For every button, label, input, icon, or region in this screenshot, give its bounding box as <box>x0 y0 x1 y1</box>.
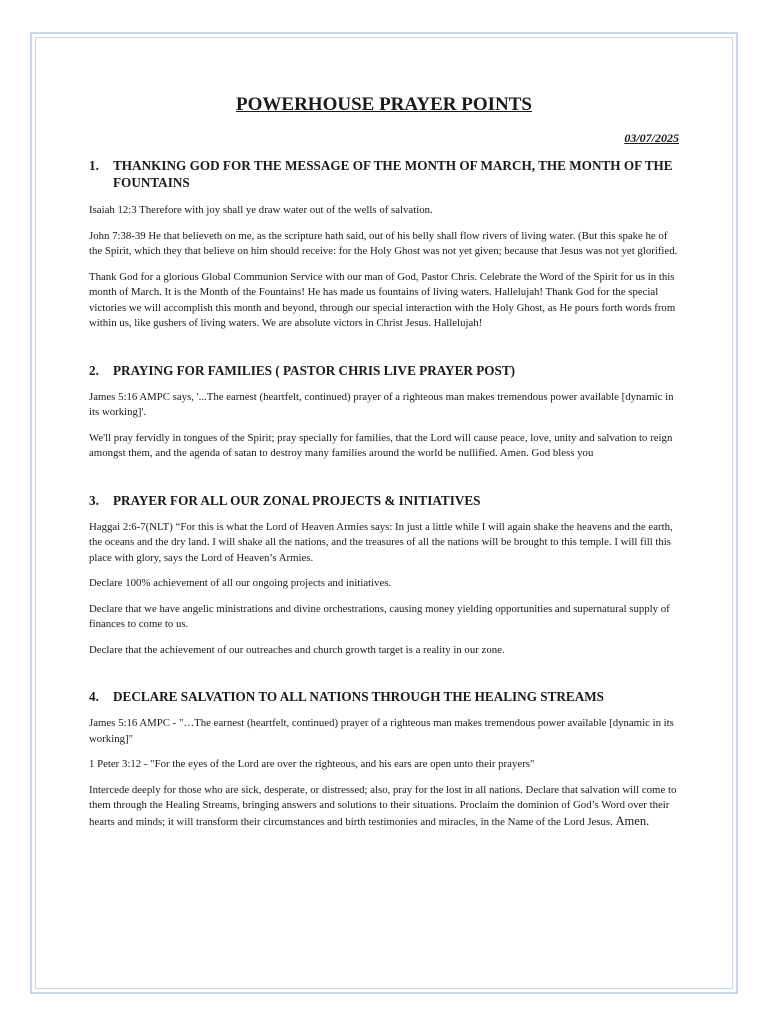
section-4-paragraph: James 5:16 AMPC - "…The earnest (heartfelt, continued) prayer of a righteous man makes tremendous power available [dynamic in its working]" <box>89 717 674 745</box>
section-1-paragraph: Thank God for a glorious Global Communion Service with our man of God, Pastor Chris. Celebrate the Word of the Spirit for us in this month of March. It is the Month of the Fountains! He has made us fountains of living waters. Hallelujah! Thank God for the special victories we will accomplish this month and beyond, through our special interaction with the Holy Ghost, as He pours forth words from within us, like gushers of living waters. We are absolute victors in Christ Jesus. Hallelujah! <box>89 270 676 329</box>
section-3-number: 3. <box>89 492 99 508</box>
section-3-paragraph: Haggai 2:6-7(NLT) “For this is what the Lord of Heaven Armies says: In just a little while I will again shake the heavens and the earth, the oceans and the dry land. I will shake all the nations, and the treasures of all the nations will be brought to this temple. I will fill this place with glory, says the Lord of Heaven’s Armies. <box>89 520 673 564</box>
section-4-heading <box>89 688 679 705</box>
section-1-heading <box>89 157 679 191</box>
section-3-paragraph: Declare 100% achievement of all our ongoing projects and initiatives. <box>89 577 392 589</box>
section-4-paragraph-text: Intercede deeply for those who are sick, desperate, or distressed; also, pray for the lost in all nations. Declare that salvation will come to them through the Healing Streams, bringing answers and solutions to their situations. Proclaim the dominion of God’s Word over their hearts and minds; it will transform their circumstances and birth testimonies and miracles, in the Name of the Lord Jesus. <box>89 783 677 828</box>
closing-amen: Amen. <box>615 813 650 828</box>
section-2-paragraph: We'll pray fervidly in tongues of the Spirit; pray specially for families, that the Lord will cause peace, love, unity and salvation to reign amongst them, and the agenda of satan to destroy many families around the world be nullified. Amen. God bless you <box>89 431 673 459</box>
document-title: POWERHOUSE PRAYER POINTS <box>236 94 532 115</box>
section-4-paragraph: 1 Peter 3:12 - "For the eyes of the Lord are over the righteous, and his ears are open unto their prayers" <box>89 758 535 770</box>
section-4-number: 4. <box>89 689 99 704</box>
section-3-paragraph: Declare that the achievement of our outreaches and church growth target is a reality in our zone. <box>89 643 505 656</box>
section-2-paragraph: James 5:16 AMPC says, '...The earnest (heartfelt, continued) prayer of a righteous man makes tremendous power available [dynamic in its working]'. <box>89 390 674 418</box>
section-3-title: PRAYER FOR ALL OUR ZONAL PROJECTS & INITIATIVES <box>113 492 481 508</box>
section-3-heading <box>89 492 679 509</box>
section-2-title: PRAYING FOR FAMILIES ( PASTOR CHRIS LIVE PRAYER POST) <box>113 362 516 378</box>
section-2-heading <box>89 362 679 379</box>
section-2-number: 2. <box>89 362 99 378</box>
document-date: 03/07/2025 <box>624 131 679 145</box>
document-body <box>89 92 679 830</box>
section-4-closing-paragraph <box>89 783 679 831</box>
section-1-paragraph: Isaiah 12:3 Therefore with joy shall ye draw water out of the wells of salvation. <box>89 204 433 216</box>
section-1-number: 1. <box>89 158 99 173</box>
section-1-paragraph: John 7:38-39 He that believeth on me, as the scripture hath said, out of his belly shall flow rivers of living water. (But this spake he of the Spirit, which they that believe on him should receive: for the Holy Ghost was not yet given; because that Jesus was not yet glorified. <box>89 229 678 257</box>
section-4-title: DECLARE SALVATION TO ALL NATIONS THROUGH THE HEALING STREAMS <box>113 689 605 704</box>
section-3-paragraph: Declare that we have angelic ministrations and divine orchestrations, causing money yielding opportunities and supernatural supply of finances to come to us. <box>89 602 670 630</box>
section-1-title: THANKING GOD FOR THE MESSAGE OF THE MONTH OF MARCH, THE MONTH OF THE FOUNTAINS <box>113 158 673 190</box>
